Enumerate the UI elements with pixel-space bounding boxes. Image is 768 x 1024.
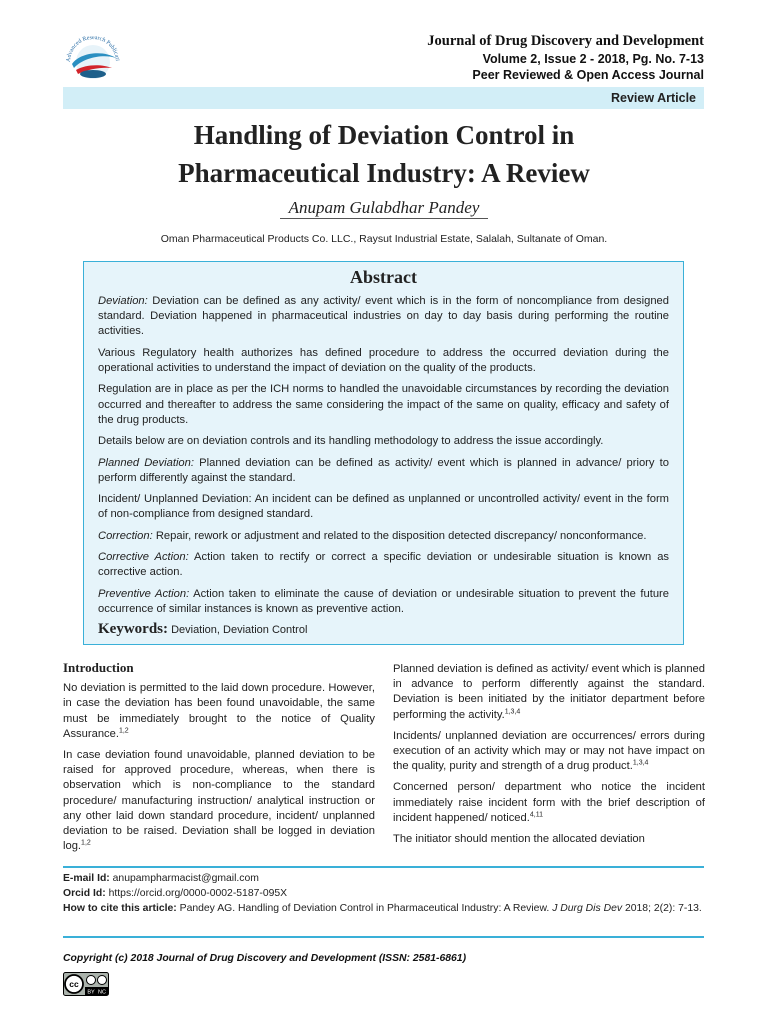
abstract-text: Planned deviation can be defined as activity/ event which is planned in advance/ priory to perform differently against the standard. xyxy=(98,456,669,484)
abstract-heading: Abstract xyxy=(350,267,417,287)
citation-ref: 1,3,4 xyxy=(632,759,649,767)
abstract-paragraph: Details below are on deviation controls and its handling methodology to address the issue accordingly. xyxy=(98,435,604,448)
author-name: Anupam Gulabdhar Pandey xyxy=(288,198,480,217)
body-text: Concerned person/ department who notice the incident immediately raise incident form with the brief description of incident happened/ noticed. xyxy=(393,781,705,824)
cite-text: Pandey AG. Handling of Deviation Control in Pharmaceutical Industry: A Review. xyxy=(179,903,550,914)
abstract-paragraph xyxy=(98,550,669,580)
journal-volume: Volume 2, Issue 2 - 2018, Pg. No. 7-13 xyxy=(482,52,704,66)
term-label: Corrective Action: xyxy=(98,551,189,564)
footer-rule-top xyxy=(63,866,704,868)
cc-license-icon[interactable] xyxy=(63,972,109,996)
body-text: In case deviation found unavoidable, planned deviation to be raised for approved procedure, whereas, when there is observation which is non-compliance to the standard procedure/ manufacturing instruction/ analytical instruction or any other laid down standard procedure, incident/ unplanned deviation to be raised. Deviation shall be logged in deviation log. xyxy=(63,749,375,853)
body-text: Planned deviation is defined as activity/ event which is planned in advance to perform differently against the standard. Deviation is been initiated by the initiator department before performing the activity. xyxy=(393,663,705,721)
citation-line xyxy=(63,901,704,916)
article-type-bar xyxy=(63,87,704,109)
cc-by-label: BY xyxy=(87,989,95,996)
cite-journal: J Durg Dis Dev xyxy=(552,903,623,914)
publisher-logo xyxy=(58,24,128,94)
orcid-link[interactable]: https://orcid.org/0000-0002-5187-095X xyxy=(108,888,288,899)
article-title xyxy=(0,116,768,192)
footer-rule-bottom xyxy=(63,936,704,938)
journal-name: Journal of Drug Discovery and Development xyxy=(427,33,704,49)
svg-text:cc: cc xyxy=(69,979,79,990)
keywords xyxy=(98,621,307,638)
keywords-text: Deviation, Deviation Control xyxy=(171,624,308,636)
abstract-paragraph: Incident/ Unplanned Deviation: An incident can be defined as unplanned or uncontrolled activity/ event in the form of non-compliance from designed standard. xyxy=(98,493,669,521)
term-label: Preventive Action: xyxy=(98,587,190,600)
abstract-text: Repair, rework or adjustment and related to the disposition detected discrepancy/ nonconformance. xyxy=(152,529,647,542)
abstract-text: Action taken to rectify or correct a specific deviation or undesirable situation is known as corrective action. xyxy=(98,551,670,579)
journal-peer-review: Peer Reviewed & Open Access Journal xyxy=(472,68,704,82)
abstract-box xyxy=(83,261,684,645)
abstract-text: Action taken to eliminate the cause of deviation or undesirable situation to prevent the future occurrence of similar instances is known as preventive action. xyxy=(98,587,669,615)
abstract-paragraph: Regulation are in place as per the ICH norms to handled the unavoidable circumstances by recording the deviation occurred and thereafter to address the same considering the impact of the same on quality, efficacy and safety of the drug products. xyxy=(98,383,669,426)
body-paragraph xyxy=(393,729,705,775)
body-text: No deviation is permitted to the laid down procedure. However, in case the deviation has been found unavoidable, the same must be immediately brought to the notice of Quality Assurance. xyxy=(63,682,375,740)
citation-ref: 1,2 xyxy=(81,839,91,847)
keywords-label: Keywords: xyxy=(98,621,168,637)
title-line-1: Handling of Deviation Control in xyxy=(193,120,575,150)
abstract-paragraph: Various Regulatory health authorizes has defined procedure to address the occurred deviation during the operational activities to understand the impact of deviation on the quality of the products. xyxy=(98,346,669,374)
abstract-text: Deviation can be defined as any activity/ event which is in the form of noncompliance from designed standard. Deviation happened in pharmaceutical industries on day to day basis during performing the routine activities. xyxy=(98,295,669,338)
email-label: E-mail Id: xyxy=(63,873,110,884)
body-paragraph: The initiator should mention the allocated deviation xyxy=(393,833,645,846)
abstract-paragraph xyxy=(98,294,669,340)
citation-ref: 1,3,4 xyxy=(504,707,521,715)
article-type: Review Article xyxy=(611,91,696,105)
logo-arc-text: Advanced Research Publicati xyxy=(65,34,120,63)
body-paragraph xyxy=(393,780,705,826)
title-line-2: Pharmaceutical Industry: A Review xyxy=(178,158,590,188)
email-link[interactable]: anupampharmacist@gmail.com xyxy=(112,873,259,884)
orcid-label: Orcid Id: xyxy=(63,888,106,899)
cite-label: How to cite this article: xyxy=(63,903,177,914)
abstract-paragraph xyxy=(98,529,669,544)
cite-rest: 2018; 2(2): 7-13. xyxy=(624,903,702,914)
copyright-notice: Copyright (c) 2018 Journal of Drug Discovery and Development (ISSN: 2581-6861) xyxy=(63,953,467,964)
author-underline xyxy=(280,218,488,219)
right-column xyxy=(393,662,705,853)
left-column xyxy=(63,660,375,860)
author-affiliation: Oman Pharmaceutical Products Co. LLC., Raysut Industrial Estate, Salalah, Sultanate of Oman. xyxy=(160,233,608,245)
abstract-body xyxy=(98,294,669,620)
footer-info xyxy=(63,871,704,916)
citation-ref: 1,2 xyxy=(118,727,129,735)
logo-base xyxy=(80,70,106,78)
term-label: Deviation: xyxy=(98,295,148,307)
body-paragraph xyxy=(393,662,705,723)
body-paragraph xyxy=(63,748,375,854)
citation-ref: 4,11 xyxy=(529,811,543,819)
body-text: Incidents/ unplanned deviation are occurrences/ errors during execution of an activity which may or may not have impact on the quality, purity and strength of a drug product. xyxy=(393,729,705,773)
body-paragraph xyxy=(63,681,375,742)
cc-nc-label: NC xyxy=(98,989,106,996)
term-label: Correction: xyxy=(98,529,153,542)
email-line xyxy=(63,871,704,886)
section-heading-introduction: Introduction xyxy=(63,660,134,675)
abstract-paragraph xyxy=(98,456,669,486)
orcid-line xyxy=(63,886,704,901)
term-label: Planned Deviation: xyxy=(98,456,194,469)
abstract-paragraph xyxy=(98,587,669,617)
